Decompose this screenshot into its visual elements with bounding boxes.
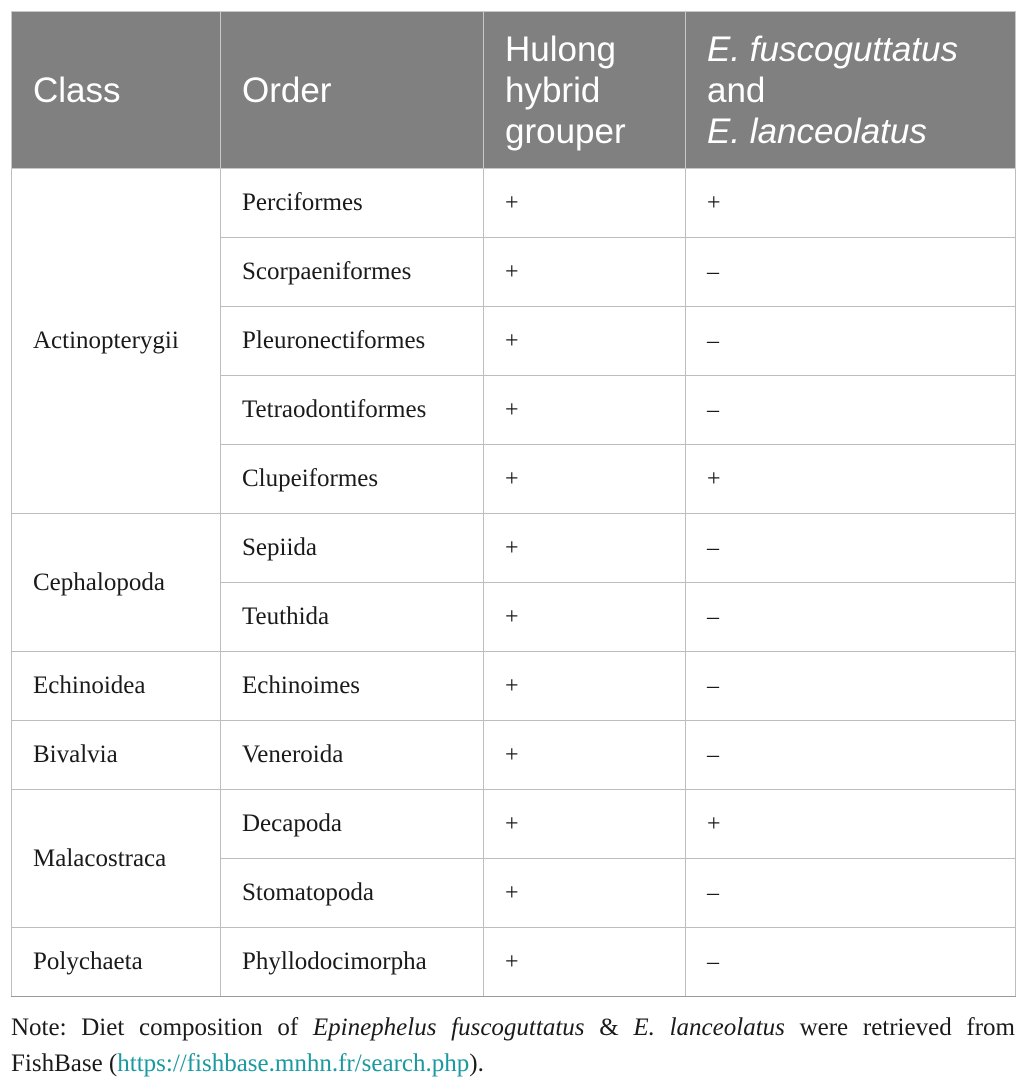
note-prefix: Note: Diet composition of [11, 1014, 313, 1041]
cell-hybrid: + [484, 445, 686, 514]
table-row [12, 721, 1016, 790]
cell-order: Stomatopoda [221, 859, 484, 928]
header-species-a: E. fuscoguttatus [707, 29, 958, 69]
note-middle: were retrieved from FishBase ( [11, 1014, 1016, 1077]
cell-hybrid: + [484, 514, 686, 583]
table-row [12, 790, 1016, 859]
cell-hybrid: + [484, 652, 686, 721]
cell-class: Echinoidea [12, 652, 221, 721]
table-body [12, 169, 1016, 997]
fishbase-link[interactable]: https://fishbase.mnhn.fr/search.php [117, 1050, 470, 1077]
cell-hybrid: + [484, 583, 686, 652]
cell-parents: + [686, 169, 1016, 238]
cell-parents: – [686, 652, 1016, 721]
note-amp: & [584, 1014, 634, 1041]
cell-hybrid: + [484, 238, 686, 307]
cell-parents: – [686, 928, 1016, 997]
cell-order: Echinoimes [221, 652, 484, 721]
cell-parents: – [686, 514, 1016, 583]
diet-table-container [11, 11, 1015, 997]
cell-order: Sepiida [221, 514, 484, 583]
table-row [12, 652, 1016, 721]
table-row [12, 928, 1016, 997]
header-row [12, 12, 1016, 169]
header-order: Order [221, 12, 484, 169]
cell-order: Phyllodocimorpha [221, 928, 484, 997]
note-suffix: ). [469, 1050, 484, 1077]
cell-hybrid: + [484, 790, 686, 859]
cell-class: Polychaeta [12, 928, 221, 997]
cell-parents: – [686, 238, 1016, 307]
cell-class: Cephalopoda [12, 514, 221, 652]
table-header [12, 12, 1016, 169]
cell-parents: + [686, 790, 1016, 859]
cell-parents: – [686, 376, 1016, 445]
cell-order: Veneroida [221, 721, 484, 790]
cell-class: Actinopterygii [12, 169, 221, 514]
cell-hybrid: + [484, 721, 686, 790]
cell-order: Decapoda [221, 790, 484, 859]
cell-parents: – [686, 307, 1016, 376]
cell-hybrid: + [484, 859, 686, 928]
cell-parents: – [686, 583, 1016, 652]
cell-hybrid: + [484, 928, 686, 997]
header-hybrid: Hulong hybrid grouper [484, 12, 686, 169]
table-row [12, 514, 1016, 583]
cell-order: Pleuronectiformes [221, 307, 484, 376]
diet-composition-table [11, 11, 1016, 997]
cell-hybrid: + [484, 376, 686, 445]
note-species-short: E. lanceolatus [633, 1014, 785, 1041]
cell-parents: – [686, 859, 1016, 928]
cell-parents: – [686, 721, 1016, 790]
cell-order: Tetraodontiformes [221, 376, 484, 445]
cell-order: Teuthida [221, 583, 484, 652]
header-class: Class [12, 12, 221, 169]
cell-parents: + [686, 445, 1016, 514]
header-parent-species [686, 12, 1016, 169]
note-species-full: Epinephelus fuscoguttatus [312, 1014, 585, 1041]
cell-hybrid: + [484, 307, 686, 376]
table-row [12, 169, 1016, 238]
header-species-and: and [707, 70, 766, 110]
cell-class: Bivalvia [12, 721, 221, 790]
cell-order: Perciformes [221, 169, 484, 238]
header-species-b: E. lanceolatus [707, 111, 927, 151]
cell-order: Clupeiformes [221, 445, 484, 514]
cell-hybrid: + [484, 169, 686, 238]
table-note [11, 1010, 1015, 1082]
cell-order: Scorpaeniformes [221, 238, 484, 307]
cell-class: Malacostraca [12, 790, 221, 928]
